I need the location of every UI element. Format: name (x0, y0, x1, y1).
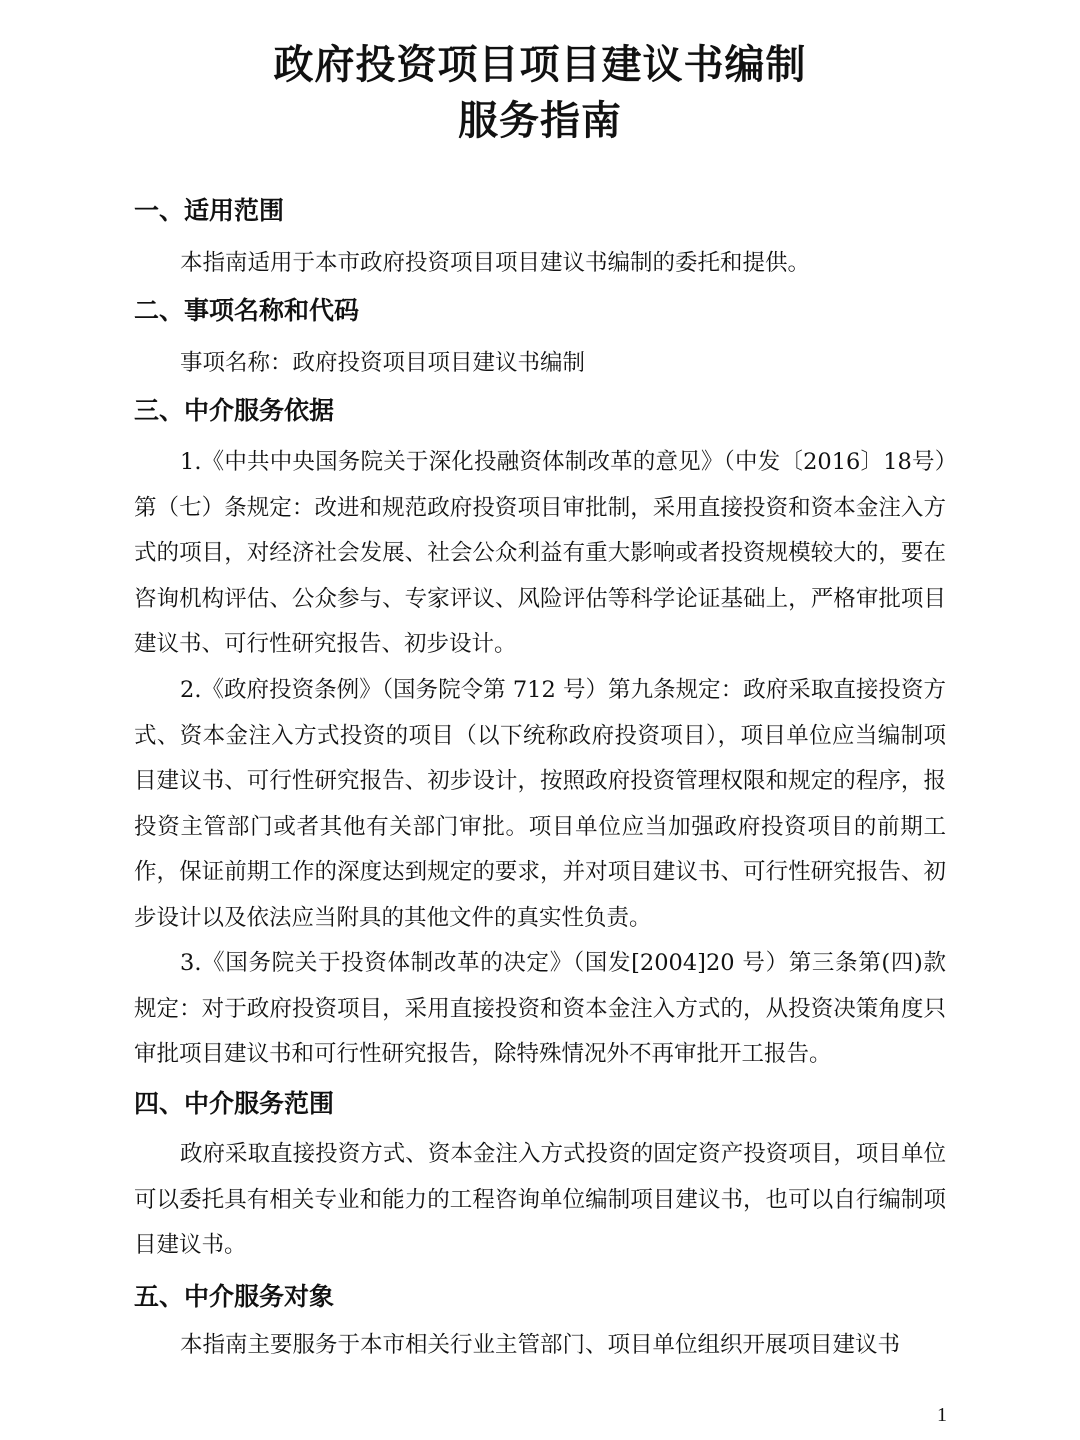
page-number: 1 (937, 1404, 947, 1426)
section-scope-paragraph: 本指南适用于本市政府投资项目项目建议书编制的委托和提供。 (180, 250, 811, 276)
section-service-target-paragraph: 本指南主要服务于本市相关行业主管部门、项目单位组织开展项目建议书 (180, 1332, 901, 1358)
section-basis-paragraph-1: 1.《中共中央国务院关于深化投融资体制改革的意见》（中发〔2016〕18号）第（七）条规定：改进和规范政府投资项目审批制，采用直接投资和资本金注入方式的项目，对经济社会发展、社会公众利益有重大影响或者投资规模较大的，要在咨询机构评估、公众参与、专家评议、风险评估等科学论证基础上，严格审批项目建议书、可行性研究报告、初步设计。 (134, 449, 946, 657)
section-item-name-paragraph: 事项名称：政府投资项目项目建议书编制 (180, 350, 586, 376)
section-heading-service-scope: 四、中介服务范围 (134, 1089, 335, 1118)
section-heading-service-target: 五、中介服务对象 (134, 1282, 335, 1311)
section-basis-paragraph-2: 2.《政府投资条例》（国务院令第 712 号）第九条规定：政府采取直接投资方式、资本金注入方式投资的项目（以下统称政府投资项目），项目单位应当编制项目建议书、可行性研究报告、初步设计，按照政府投资管理权限和规定的程序，报投资主管部门或者其他有关部门审批。项目单位应当加强政府投资项目的前期工作，保证前期工作的深度达到规定的要求，并对项目建议书、可行性研究报告、初步设计以及依法应当附具的其他文件的真实性负责。 (134, 677, 946, 931)
section-heading-basis: 三、中介服务依据 (134, 396, 335, 425)
section-heading-scope: 一、适用范围 (134, 196, 285, 225)
section-basis-paragraph-3: 3.《国务院关于投资体制改革的决定》（国发[2004]20 号）第三条第(四)款规定：对于政府投资项目，采用直接投资和资本金注入方式的，从投资决策角度只审批项目建议书和可行性研究报告，除特殊情况外不再审批开工报告。 (134, 950, 946, 1067)
document-title-line-2: 服务指南 (458, 98, 622, 144)
section-service-scope-paragraph: 政府采取直接投资方式、资本金注入方式投资的固定资产投资项目，项目单位可以委托具有相关专业和能力的工程咨询单位编制项目建议书，也可以自行编制项目建议书。 (134, 1141, 946, 1258)
document-title-line-1: 政府投资项目项目建议书编制 (273, 42, 807, 88)
section-heading-item-name: 二、事项名称和代码 (134, 296, 360, 325)
